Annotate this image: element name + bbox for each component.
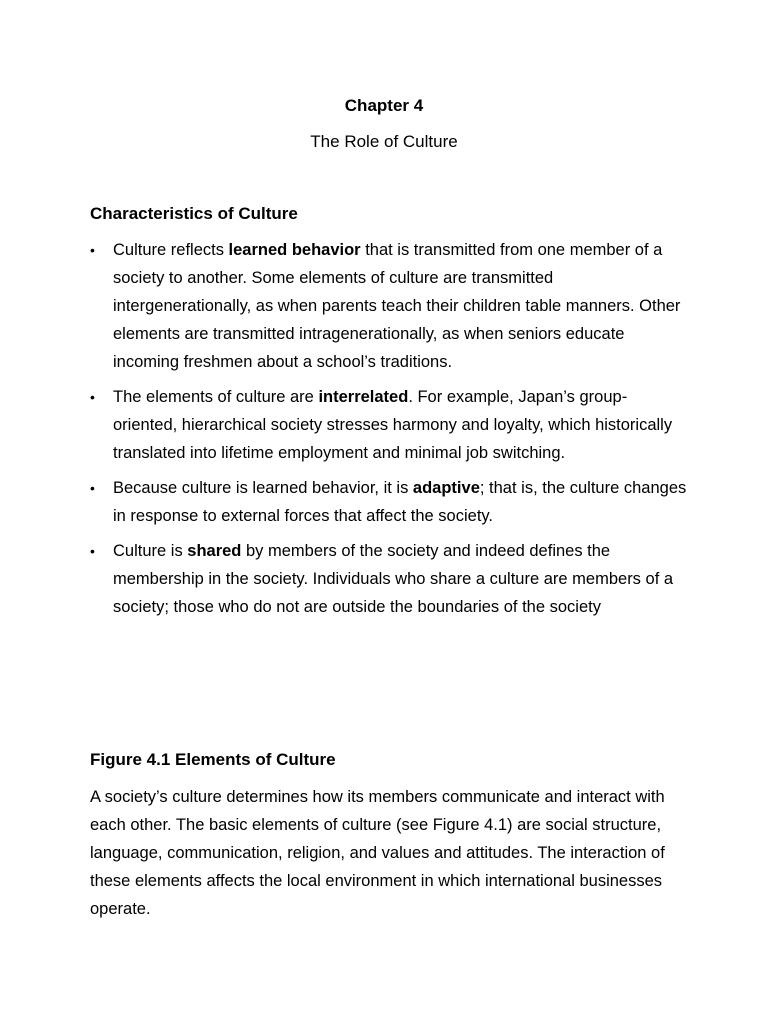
bullet-emphasis: interrelated xyxy=(318,388,409,406)
bullet-icon: • xyxy=(90,543,95,559)
chapter-subtitle: The Role of Culture xyxy=(310,132,458,151)
characteristics-heading: Characteristics of Culture xyxy=(90,204,298,223)
bullet-text-before: Culture reflects xyxy=(113,241,229,259)
list-item xyxy=(90,537,690,621)
bullet-icon: • xyxy=(90,480,95,496)
chapter-title: Chapter 4 xyxy=(344,96,424,115)
bullet-text-after: that is transmitted from one member of a society to another. Some elements of culture are transmitted intergenerationally, as when parents teach their children table manners. Other elements are transmitted intragenerationally, as when seniors educate incoming freshmen about a school’s traditions. xyxy=(113,241,681,371)
body-paragraph: A society’s culture determines how its members communicate and interact with each other. The basic elements of culture (see Figure 4.1) are social structure, language, communication, religion, and values and attitudes. The interaction of these elements affects the local environment in which international businesses operate. xyxy=(90,788,665,918)
bullet-text-before: Culture is xyxy=(113,542,188,560)
list-item xyxy=(90,236,690,376)
figure-heading: Figure 4.1 Elements of Culture xyxy=(90,750,336,769)
bullet-icon: • xyxy=(90,242,95,258)
bullet-text-after: . For example, Japan’s group-oriented, hierarchical society stresses harmony and loyalty, which historically translated into lifetime employment and minimal job switching. xyxy=(113,388,673,462)
list-item xyxy=(90,474,690,530)
bullet-text-before: The elements of culture are xyxy=(113,388,319,406)
characteristics-list xyxy=(90,236,690,628)
bullet-icon: • xyxy=(90,389,95,405)
list-item xyxy=(90,383,690,467)
bullet-emphasis: learned behavior xyxy=(228,241,361,259)
bullet-emphasis: adaptive xyxy=(412,479,480,497)
bullet-text-after: by members of the society and indeed defines the membership in the society. Individuals who share a culture are members of a society; those who do not are outside the boundaries of the society xyxy=(113,542,674,616)
bullet-text-before: Because culture is learned behavior, it is xyxy=(113,479,413,497)
bullet-text-after: ; that is, the culture changes in response to external forces that affect the society. xyxy=(113,479,687,525)
bullet-emphasis: shared xyxy=(187,542,242,560)
